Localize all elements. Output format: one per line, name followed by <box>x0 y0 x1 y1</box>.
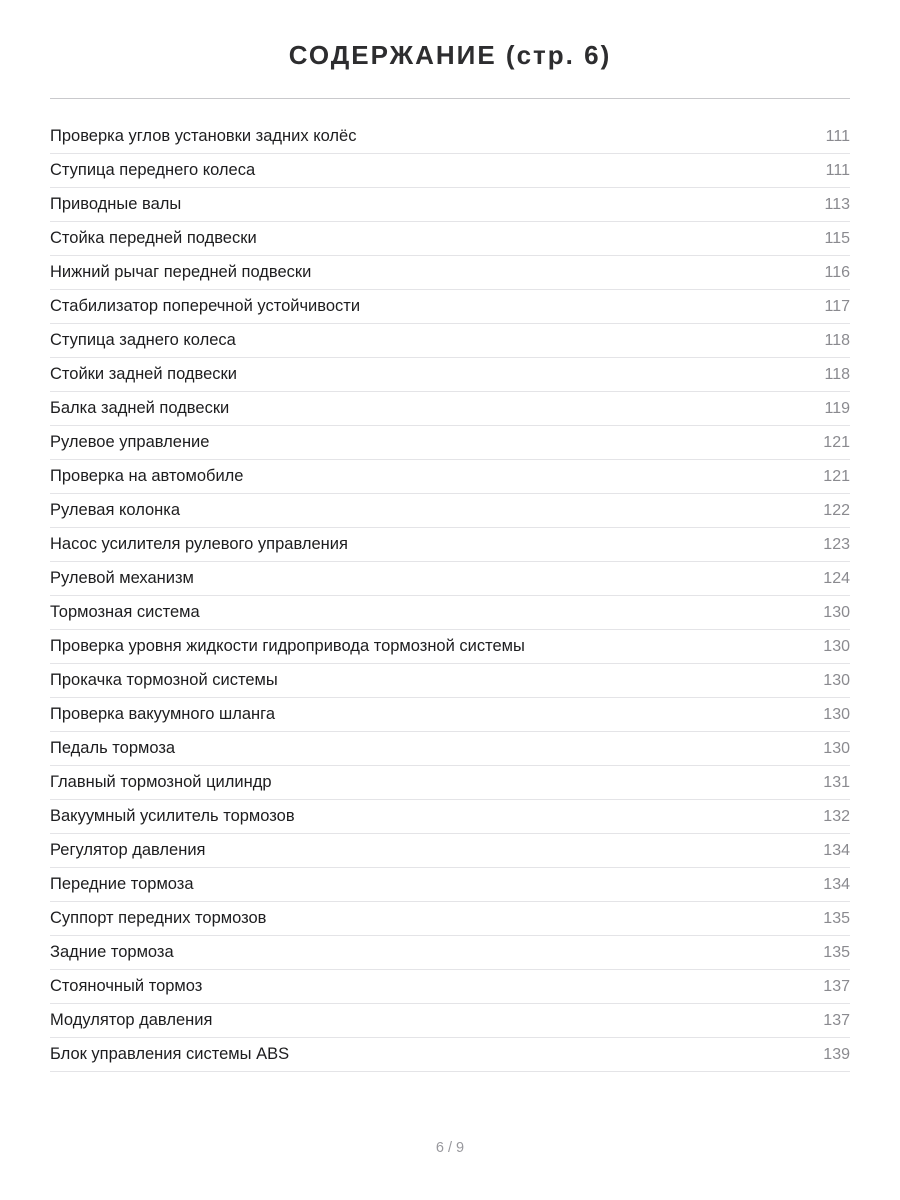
toc-entry-label: Регулятор давления <box>50 841 206 859</box>
toc-row[interactable] <box>50 1038 850 1072</box>
toc-entry-label: Ступица переднего колеса <box>50 161 256 179</box>
toc-entry-page-number: 111 <box>825 161 850 179</box>
toc-entry-page-number: 132 <box>823 807 850 825</box>
toc-row[interactable] <box>50 460 850 494</box>
toc-entry-label: Суппорт передних тормозов <box>50 909 267 927</box>
toc-row[interactable] <box>50 664 850 698</box>
toc-row[interactable] <box>50 970 850 1004</box>
toc-row[interactable] <box>50 358 850 392</box>
toc-row[interactable] <box>50 528 850 562</box>
toc-row[interactable] <box>50 732 850 766</box>
toc-entry-label: Главный тормозной цилиндр <box>50 773 272 791</box>
toc-row[interactable] <box>50 800 850 834</box>
toc-row[interactable] <box>50 596 850 630</box>
toc-entry-label: Педаль тормоза <box>50 739 176 757</box>
toc-entry-label: Модулятор давления <box>50 1011 213 1029</box>
toc-entry-page-number: 130 <box>823 603 850 621</box>
toc-entry-label: Стойки задней подвески <box>50 365 237 383</box>
toc-entry-label: Рулевое управление <box>50 433 210 451</box>
page-number-indicator: 6 / 9 <box>435 1140 465 1156</box>
toc-entry-label: Блок управления системы ABS <box>50 1045 290 1063</box>
toc-row[interactable] <box>50 290 850 324</box>
toc-entry-label: Тормозная система <box>50 603 200 621</box>
title-divider <box>50 98 850 99</box>
toc-row[interactable] <box>50 154 850 188</box>
toc-entry-label: Балка задней подвески <box>50 399 230 417</box>
toc-entry-page-number: 121 <box>823 467 850 485</box>
toc-entry-page-number: 118 <box>824 331 850 349</box>
toc-entry-label: Проверка на автомобиле <box>50 467 244 485</box>
toc-entry-page-number: 117 <box>824 297 850 315</box>
toc-entry-label: Приводные валы <box>50 195 182 213</box>
toc-entry-page-number: 121 <box>823 433 850 451</box>
toc-entry-page-number: 131 <box>823 773 850 791</box>
toc-entry-label: Передние тормоза <box>50 875 194 893</box>
toc-entry-page-number: 118 <box>824 365 850 383</box>
toc-row[interactable] <box>50 494 850 528</box>
toc-entry-label: Нижний рычаг передней подвески <box>50 263 312 281</box>
toc-entry-label: Задние тормоза <box>50 943 174 961</box>
toc-entry-page-number: 124 <box>823 569 850 587</box>
toc-entry-page-number: 122 <box>823 501 850 519</box>
toc-row[interactable] <box>50 120 850 154</box>
toc-row[interactable] <box>50 766 850 800</box>
toc-entry-label: Вакуумный усилитель тормозов <box>50 807 295 825</box>
toc-row[interactable] <box>50 426 850 460</box>
toc-row[interactable] <box>50 188 850 222</box>
toc-row[interactable] <box>50 698 850 732</box>
toc-row[interactable] <box>50 222 850 256</box>
toc-entry-page-number: 113 <box>824 195 850 213</box>
toc-entry-page-number: 134 <box>823 841 850 859</box>
toc-entry-page-number: 119 <box>824 399 850 417</box>
toc-entry-label: Проверка углов установки задних колёс <box>50 127 357 145</box>
toc-entry-page-number: 135 <box>823 943 850 961</box>
toc-entry-label: Стойка передней подвески <box>50 229 257 247</box>
toc-row[interactable] <box>50 868 850 902</box>
toc-entry-page-number: 135 <box>823 909 850 927</box>
toc-entry-page-number: 130 <box>823 637 850 655</box>
toc-row[interactable] <box>50 834 850 868</box>
toc-entry-page-number: 123 <box>823 535 850 553</box>
toc-entry-page-number: 130 <box>823 739 850 757</box>
toc-entry-page-number: 139 <box>823 1045 850 1063</box>
toc-entry-label: Ступица заднего колеса <box>50 331 236 349</box>
toc-row[interactable] <box>50 1004 850 1038</box>
toc-entry-page-number: 137 <box>823 977 850 995</box>
toc-entry-page-number: 137 <box>823 1011 850 1029</box>
toc-entry-page-number: 130 <box>823 671 850 689</box>
toc-list <box>50 120 850 1072</box>
toc-row[interactable] <box>50 324 850 358</box>
toc-entry-page-number: 115 <box>824 229 850 247</box>
toc-entry-page-number: 134 <box>823 875 850 893</box>
toc-row[interactable] <box>50 562 850 596</box>
toc-entry-page-number: 116 <box>824 263 850 281</box>
toc-row[interactable] <box>50 902 850 936</box>
toc-entry-label: Проверка вакуумного шланга <box>50 705 275 723</box>
toc-row[interactable] <box>50 392 850 426</box>
toc-entry-page-number: 130 <box>823 705 850 723</box>
toc-entry-label: Прокачка тормозной системы <box>50 671 278 689</box>
toc-entry-label: Стояночный тормоз <box>50 977 203 995</box>
toc-entry-label: Рулевой механизм <box>50 569 194 587</box>
toc-row[interactable] <box>50 936 850 970</box>
toc-entry-label: Насос усилителя рулевого управления <box>50 535 348 553</box>
toc-entry-label: Стабилизатор поперечной устойчивости <box>50 297 361 315</box>
toc-row[interactable] <box>50 630 850 664</box>
toc-entry-page-number: 111 <box>825 127 850 145</box>
toc-entry-label: Рулевая колонка <box>50 501 181 519</box>
toc-row[interactable] <box>50 256 850 290</box>
toc-entry-label: Проверка уровня жидкости гидропривода тормозной системы <box>50 637 525 655</box>
page-title: СОДЕРЖАНИЕ (стр. 6) <box>288 40 612 70</box>
